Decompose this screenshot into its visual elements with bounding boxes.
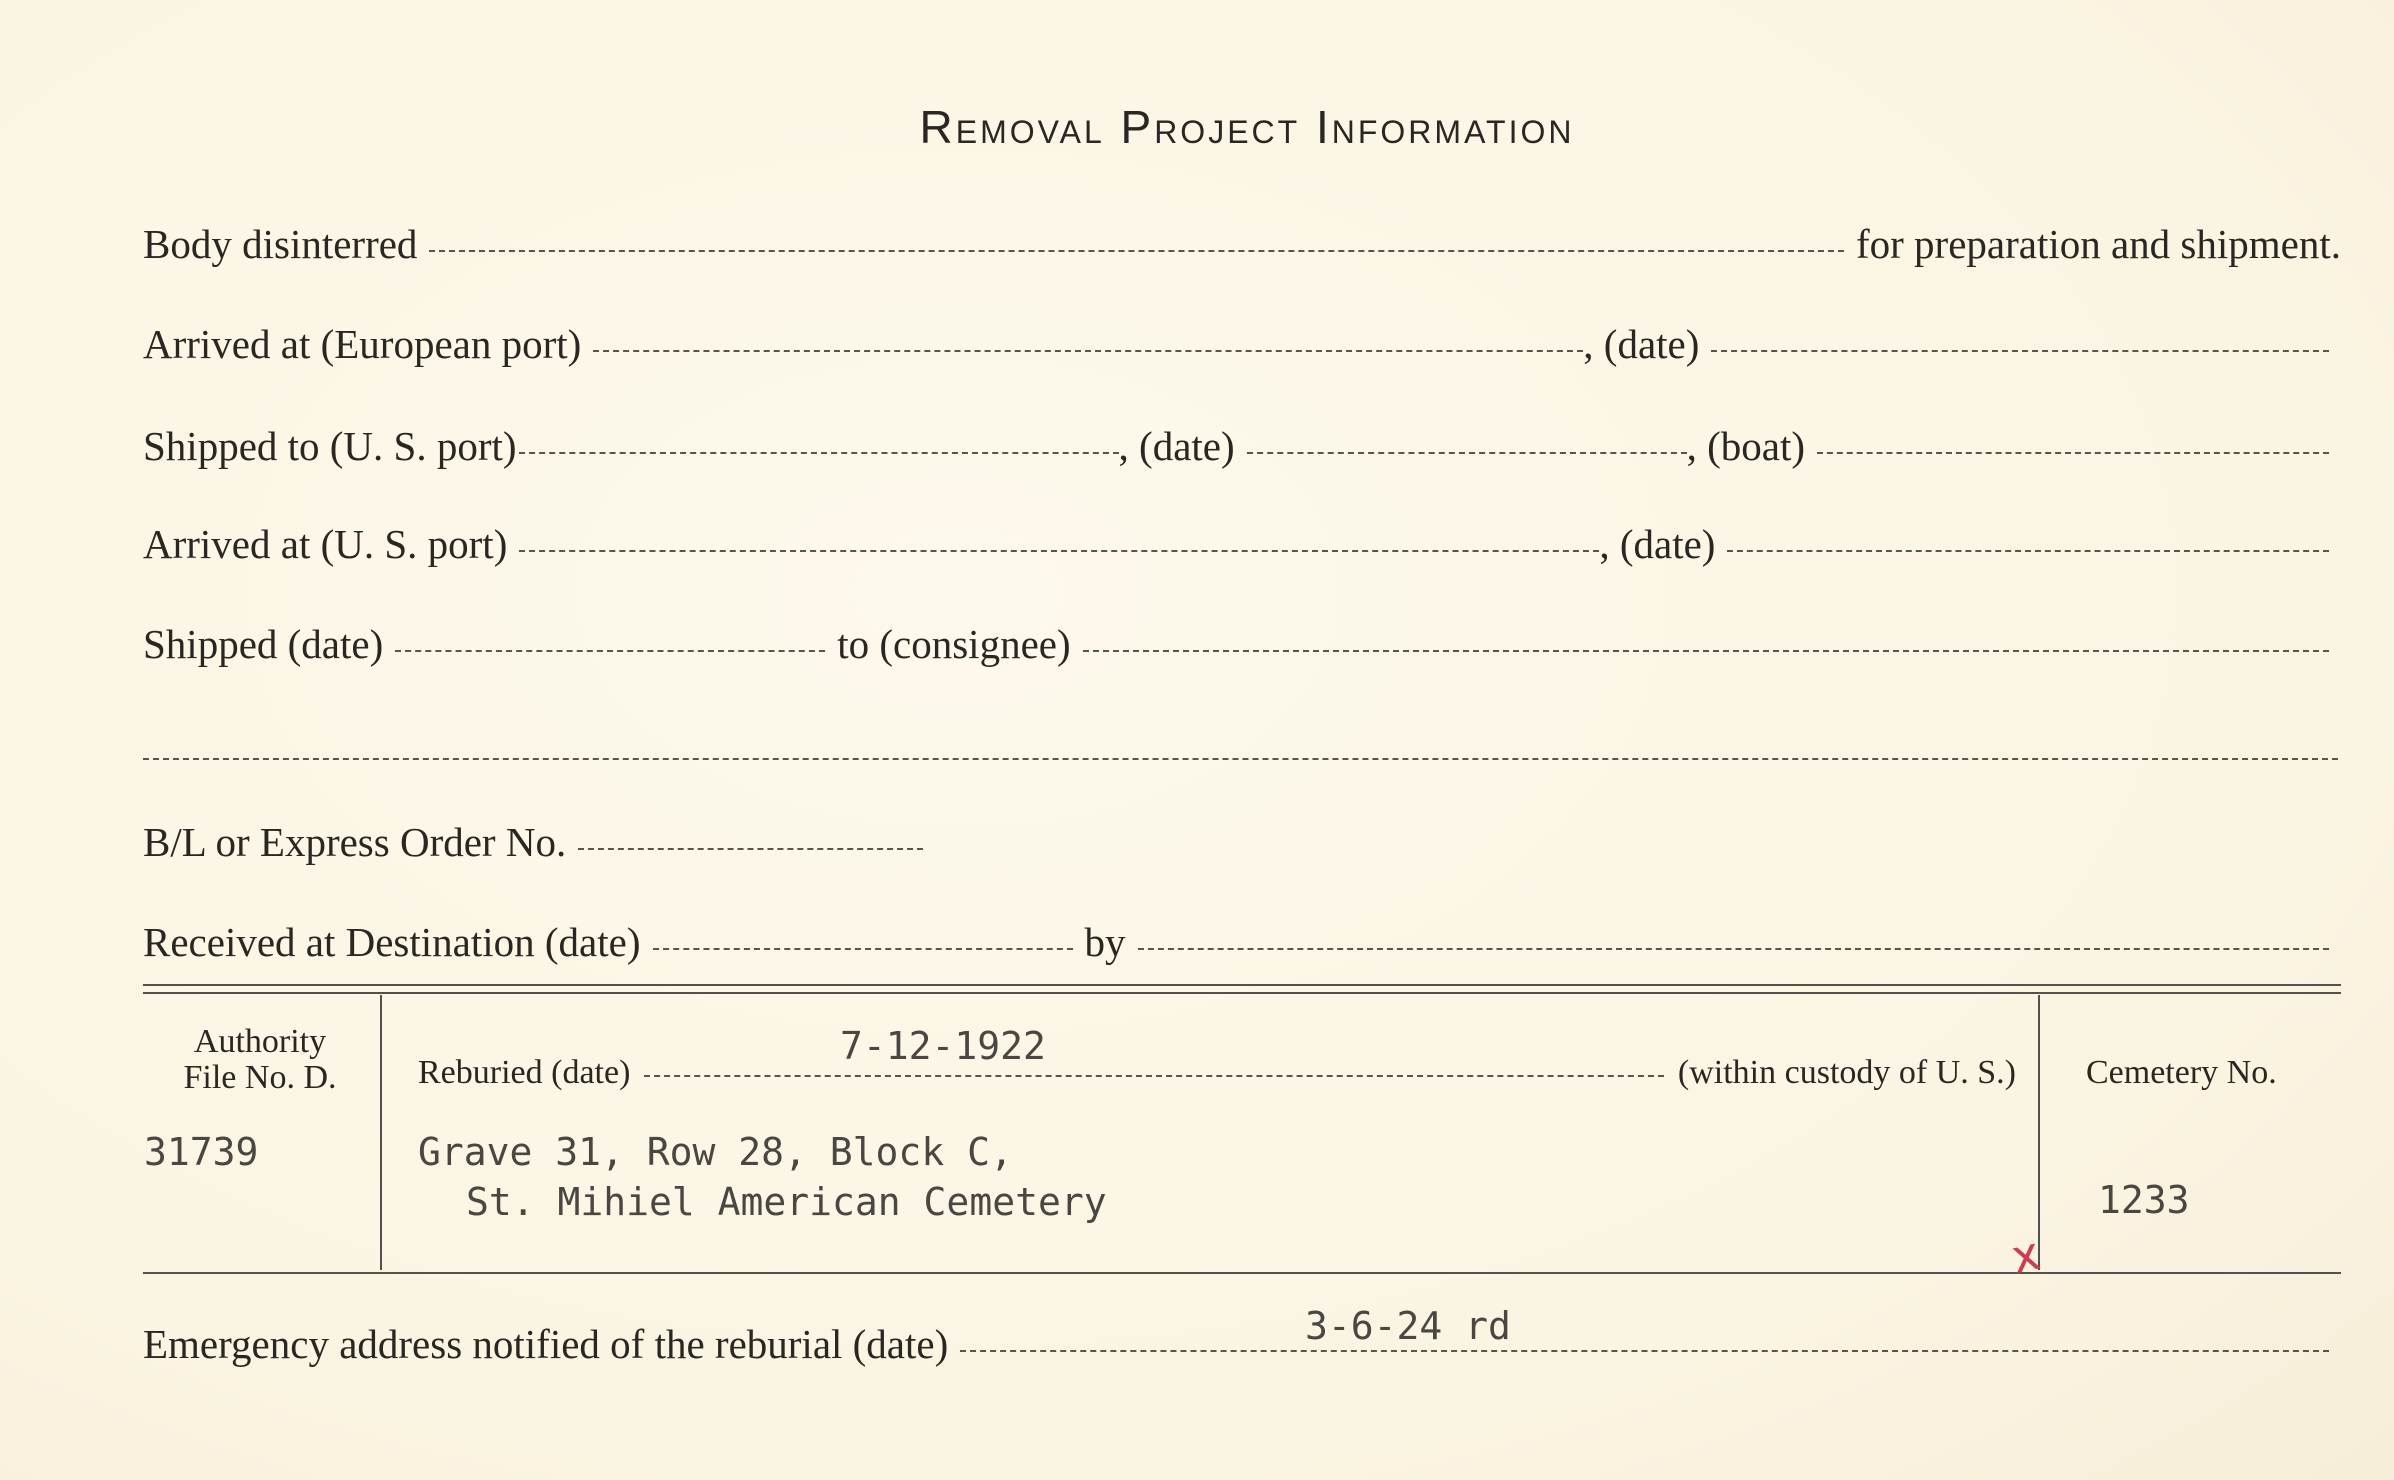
consignee-field[interactable] (1083, 649, 2329, 652)
authority-label: Authority (193, 1023, 327, 1060)
arrived-european-date-field[interactable] (1711, 349, 2329, 352)
bl-order-field[interactable] (578, 847, 923, 850)
shipped-us-label: Shipped to (U. S. port) (143, 423, 517, 469)
shipped-date-label: Shipped (date) (143, 621, 384, 667)
arrived-us-port-field[interactable] (519, 549, 1599, 552)
european-port-field[interactable] (593, 349, 1583, 352)
bl-order-label: B/L or Express Order No. (143, 819, 567, 865)
row-body-disinterred (143, 220, 2341, 280)
shipped-us-date-field[interactable] (1247, 451, 1687, 454)
row-shipped-us (143, 422, 2341, 482)
body-disinterred-label: Body disinterred (143, 221, 418, 267)
arrived-european-date-label: , (date) (1583, 321, 1700, 367)
received-by-label: by (1084, 919, 1126, 965)
row-shipped-date (143, 620, 2341, 680)
custody-label: (within custody of U. S.) (1677, 1054, 2016, 1091)
location-line-1: Grave 31, Row 28, Block C, (418, 1130, 1013, 1174)
received-by-field[interactable] (1138, 947, 2330, 950)
reburied-date-field[interactable] (644, 1074, 1664, 1077)
emergency-date-value: 3-6-24 rd (1305, 1304, 1511, 1348)
location-line-2: St. Mihiel American Cemetery (466, 1180, 1107, 1224)
reburied-label: Reburied (date) (418, 1054, 631, 1091)
row-arrived-us (143, 520, 2341, 580)
authority-file-number: 31739 (144, 1130, 259, 1174)
arrived-us-date-field[interactable] (1727, 549, 2329, 552)
body-disinterred-field[interactable] (429, 249, 1844, 252)
row-emergency (143, 1320, 2341, 1380)
table-top-rule (143, 984, 2341, 994)
body-disinterred-suffix: for preparation and shipment. (1855, 221, 2341, 267)
received-date-field[interactable] (653, 947, 1073, 950)
arrived-us-date-label: , (date) (1599, 521, 1716, 567)
row-arrived-european (143, 320, 2341, 380)
reburied-date-value: 7-12-1922 (840, 1024, 1046, 1068)
us-port-field[interactable] (519, 451, 1119, 454)
shipped-us-boat-label: , (boat) (1686, 423, 1806, 469)
table-divider-left (380, 995, 382, 1270)
table-divider-right (2038, 995, 2040, 1270)
row-bl-order (143, 818, 2341, 878)
cemetery-number: 1233 (2098, 1178, 2190, 1222)
row-received (143, 918, 2341, 978)
consignee-continuation-line[interactable] (143, 758, 2338, 760)
arrived-us-label: Arrived at (U. S. port) (143, 521, 508, 567)
boat-field[interactable] (1817, 451, 2329, 454)
file-no-label: File No. D. (183, 1059, 337, 1096)
arrived-european-label: Arrived at (European port) (143, 321, 582, 367)
emergency-label: Emergency address notified of the reburial (date) (143, 1321, 949, 1367)
received-label: Received at Destination (date) (143, 919, 641, 965)
authority-header (160, 1024, 360, 1096)
red-check-mark: x (2006, 1225, 2045, 1285)
cemetery-no-label: Cemetery No. (2086, 1054, 2277, 1091)
shipped-us-date-label: , (date) (1118, 423, 1235, 469)
card-title: Removal Project Information (919, 101, 1575, 153)
consignee-label: to (consignee) (837, 621, 1071, 667)
emergency-date-field[interactable] (960, 1349, 2329, 1352)
table-bottom-rule (143, 1272, 2341, 1274)
reburied-row (418, 1054, 2016, 1092)
shipped-date-field[interactable] (395, 649, 825, 652)
